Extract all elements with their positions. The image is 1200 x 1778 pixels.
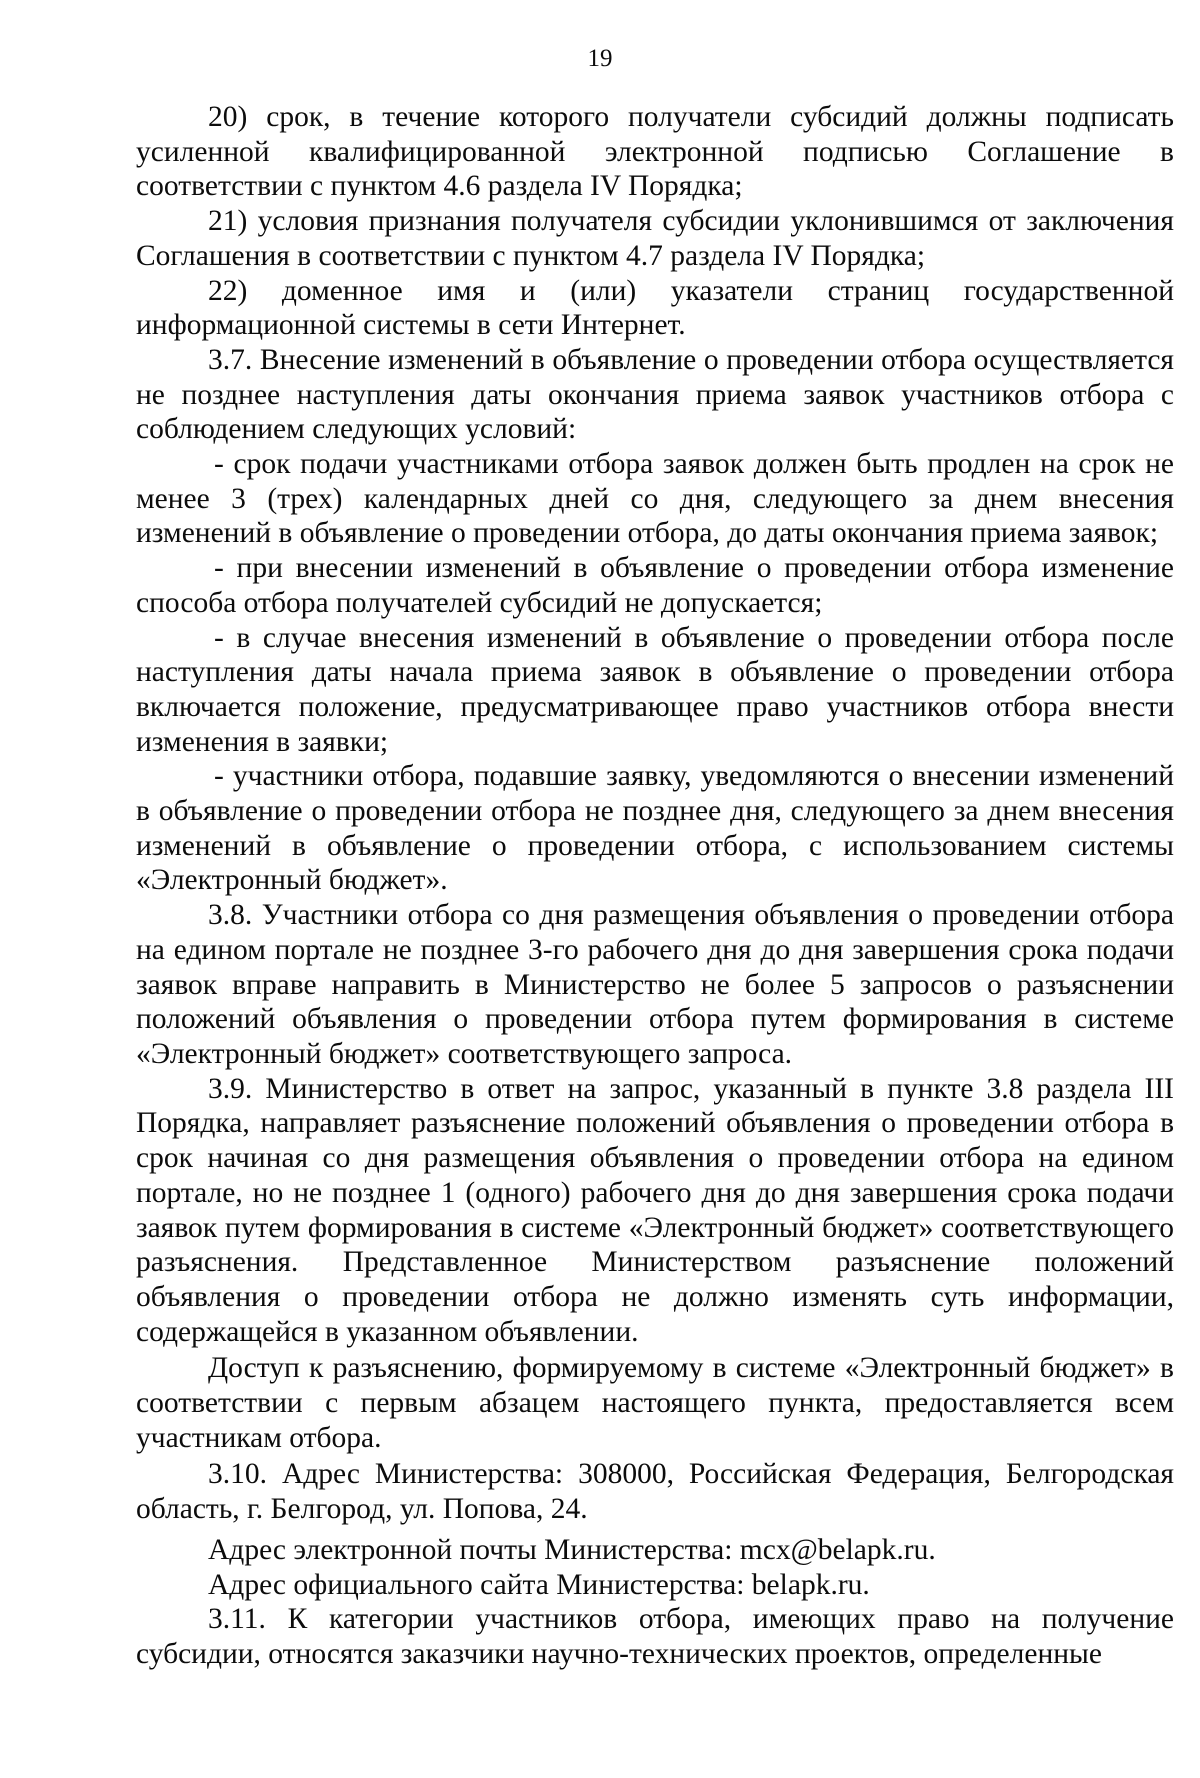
page-number: 19	[587, 45, 613, 72]
document-body	[136, 100, 1174, 1672]
paragraph-3-7-condition-2: - при внесении изменений в объявление о проведении отбора изменение способа отбора получателей субсидий не допускается;	[136, 552, 1174, 619]
paragraph-3-7-condition-3: - в случае внесения изменений в объявление о проведении отбора после наступления даты начала приема заявок в объявление о проведении отбора включается положение, предусматривающее право участников отбора внести изменения в заявки;	[136, 621, 1174, 758]
paragraph-item-21: 21) условия признания получателя субсидии уклонившимся от заключения Соглашения в соответствии с пунктом 4.7 раздела IV Порядка;	[136, 205, 1174, 272]
paragraph-3-10: 3.10. Адрес Министерства: 308000, Российская Федерация, Белгородская область, г. Белгород, ул. Попова, 24.	[136, 1458, 1174, 1526]
paragraph-3-7-condition-1: - срок подачи участниками отбора заявок должен быть продлен на срок не менее 3 (трех) календарных дней со дня, следующего за днем внесения изменений в объявление о проведении отбора, до даты окончания приема заявок;	[136, 448, 1174, 550]
paragraph-item-22: 22) доменное имя и (или) указатели страниц государственной информационной системы в сети Интернет.	[136, 274, 1174, 342]
paragraph-ministry-website: Адрес официального сайта Министерства: belapk.ru.	[208, 1568, 870, 1601]
paragraph-3-11: 3.11. К категории участников отбора, имеющих право на получение субсидии, относятся заказчики научно-технических проектов, определенные	[136, 1603, 1174, 1670]
paragraph-3-7-condition-4: - участники отбора, подавшие заявку, уведомляются о внесении изменений в объявление о проведении отбора не позднее дня, следующего за днем внесения изменений в объявление о проведении отбора, с использованием системы «Электронный бюджет».	[136, 760, 1174, 897]
paragraph-3-9-access: Доступ к разъяснению, формируемому в системе «Электронный бюджет» в соответствии с первым абзацем настоящего пункта, предоставляется всем участникам отбора.	[136, 1352, 1174, 1454]
paragraph-3-9: 3.9. Министерство в ответ на запрос, указанный в пункте 3.8 раздела III Порядка, направляет разъяснение положений объявления о проведении отбора в срок начиная со дня размещения объявления о проведении отбора на едином портале, но не позднее 1 (одного) рабочего дня до дня завершения срока подачи заявок путем формирования в системе «Электронный бюджет» соответствующего разъяснения. Представленное Министерством разъяснение положений объявления о проведении отбора не должно изменять суть информации, содержащейся в указанном объявлении.	[136, 1072, 1174, 1348]
paragraph-3-8: 3.8. Участники отбора со дня размещения объявления о проведении отбора на едином портале не позднее 3-го рабочего дня до дня завершения срока подачи заявок вправе направить в Министерство не более 5 запросов о разъяснении положений объявления о проведении отбора путем формирования в системе «Электронный бюджет» соответствующего запроса.	[136, 899, 1174, 1070]
paragraph-ministry-email: Адрес электронной почты Министерства: mcx@belapk.ru.	[208, 1533, 936, 1566]
paragraph-3-7: 3.7. Внесение изменений в объявление о проведении отбора осуществляется не позднее наступления даты окончания приема заявок участников отбора с соблюдением следующих условий:	[136, 343, 1174, 446]
paragraph-item-20: 20) срок, в течение которого получатели субсидий должны подписать усиленной квалифицированной электронной подписью Соглашение в соответствии с пунктом 4.6 раздела IV Порядка;	[136, 101, 1174, 203]
